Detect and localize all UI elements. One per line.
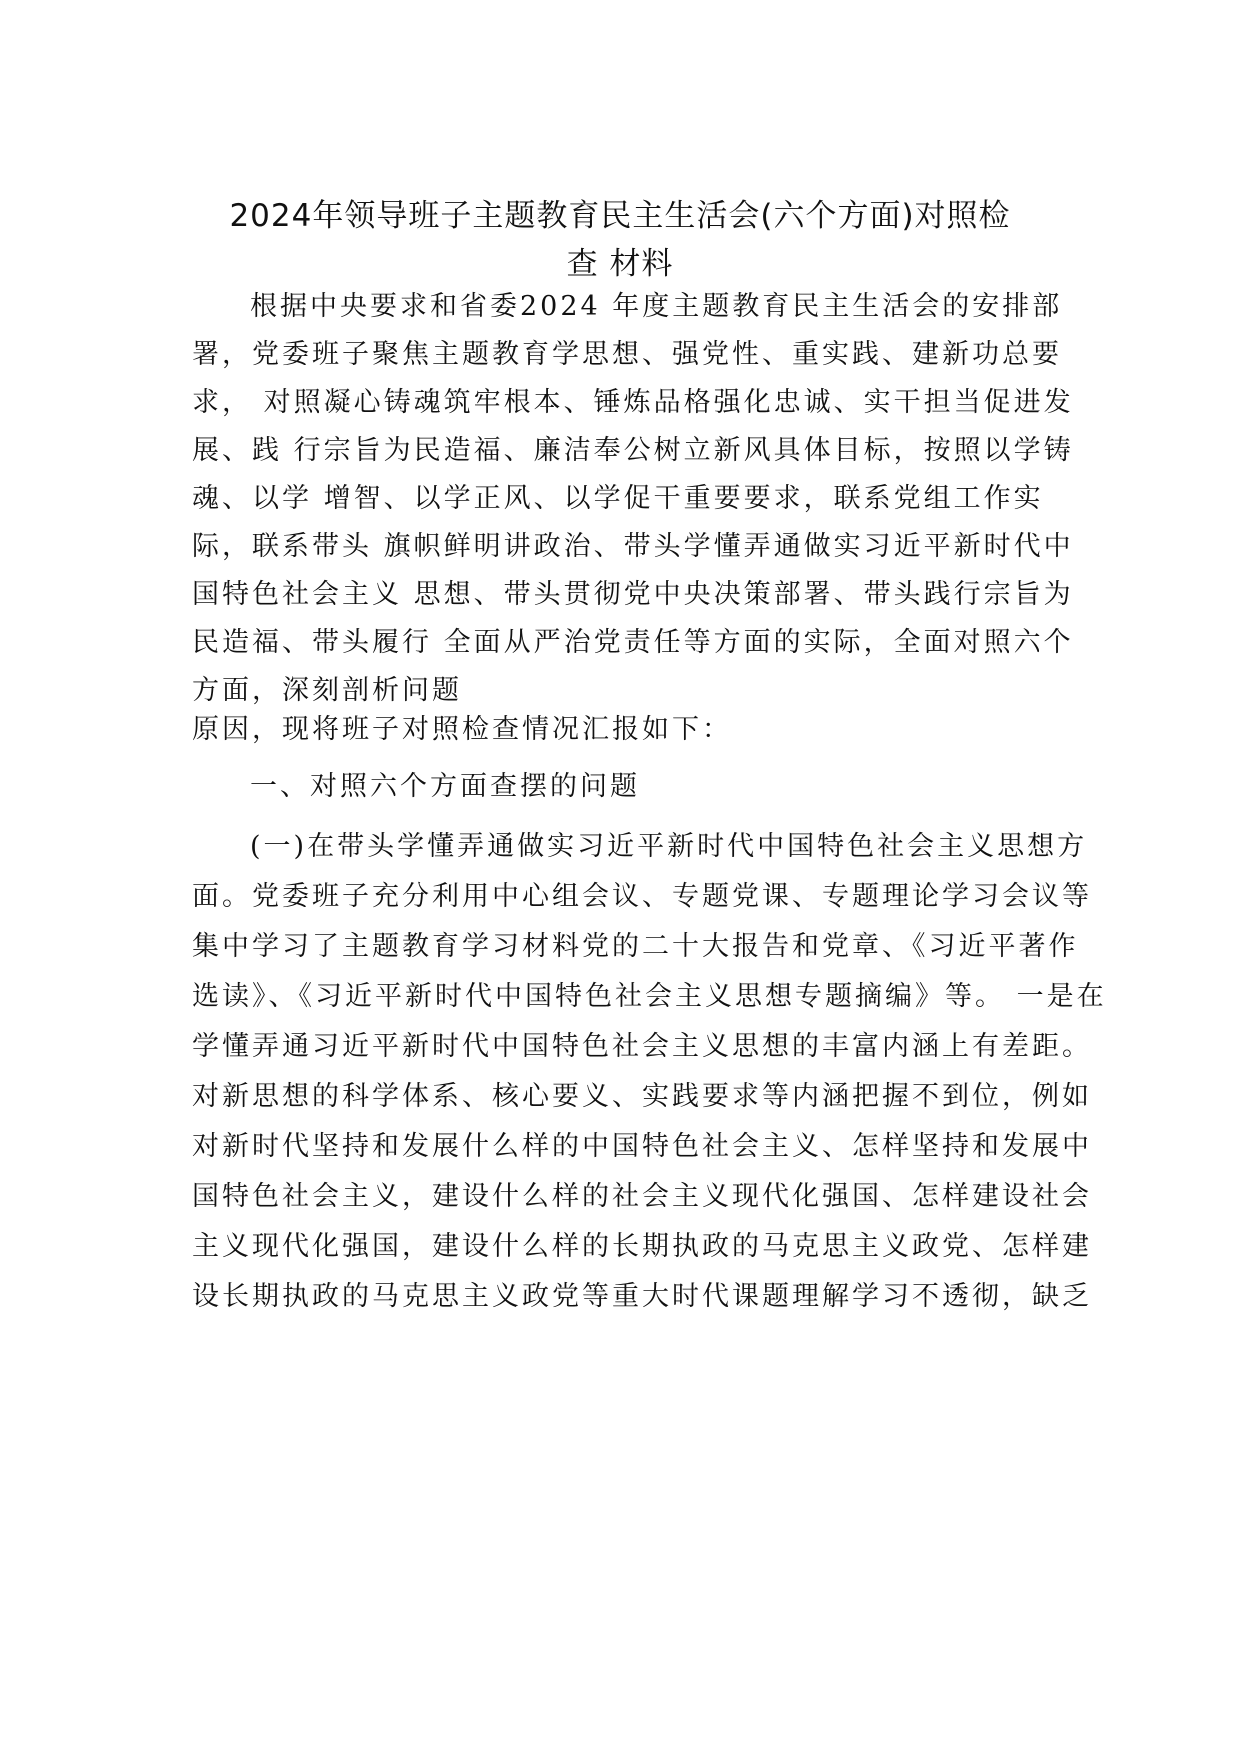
body-line: 面。党委班子充分利用中心组会议、专题党课、专题理论学习会议等 [192,881,1092,912]
body-line: 际，联系带头 旗帜鲜明讲政治、带头学懂弄通做实习近平新时代中 [192,531,1074,562]
body-line: 展、践 行宗旨为民造福、廉洁奉公树立新风具体目标，按照以学铸 [192,435,1074,466]
body-line: 学懂弄通习近平新时代中国特色社会主义思想的丰富内涵上有差距。 [192,1031,1092,1062]
document-title-line-2: 查 材料 [566,246,674,282]
body-line: 根据中央要求和省委2024 年度主题教育民主生活会的安排部 [250,291,1063,322]
body-line: 署，党委班子聚焦主题教育学思想、强党性、重实践、建新功总要 [192,339,1062,370]
document-title-line-1: 2024年领导班子主题教育民主生活会(六个方面)对照检 [229,198,1011,234]
body-line: (一)在带头学懂弄通做实习近平新时代中国特色社会主义思想方 [250,831,1088,862]
body-line: 国特色社会主义 思想、带头贯彻党中央决策部署、带头践行宗旨为 [192,579,1074,610]
body-line: 主义现代化强国，建设什么样的长期执政的马克思主义政党、怎样建 [192,1231,1092,1262]
body-line: 对新时代坚持和发展什么样的中国特色社会主义、怎样坚持和发展中 [192,1131,1092,1162]
body-line: 对新思想的科学体系、核心要义、实践要求等内涵把握不到位，例如 [192,1081,1092,1112]
body-line: 民造福、带头履行 全面从严治党责任等方面的实际，全面对照六个 [192,627,1074,658]
body-line: 魂、以学 增智、以学正风、以学促干重要要求，联系党组工作实 [192,483,1044,514]
body-line: 原因，现将班子对照检查情况汇报如下： [192,714,732,745]
section-heading: 一、对照六个方面查摆的问题 [250,771,640,802]
body-line: 选读》、《习近平新时代中国特色社会主义思想专题摘编》等。 一是在 [192,981,1107,1012]
body-line: 求， 对照凝心铸魂筑牢根本、锤炼品格强化忠诚、实干担当促进发 [192,387,1074,418]
body-line: 设长期执政的马克思主义政党等重大时代课题理解学习不透彻，缺乏 [192,1281,1092,1312]
body-line: 集中学习了主题教育学习材料党的二十大报告和党章、《习近平著作 [192,931,1079,962]
body-line: 方面，深刻剖析问题 [192,675,462,706]
body-line: 国特色社会主义，建设什么样的社会主义现代化强国、怎样建设社会 [192,1181,1092,1212]
